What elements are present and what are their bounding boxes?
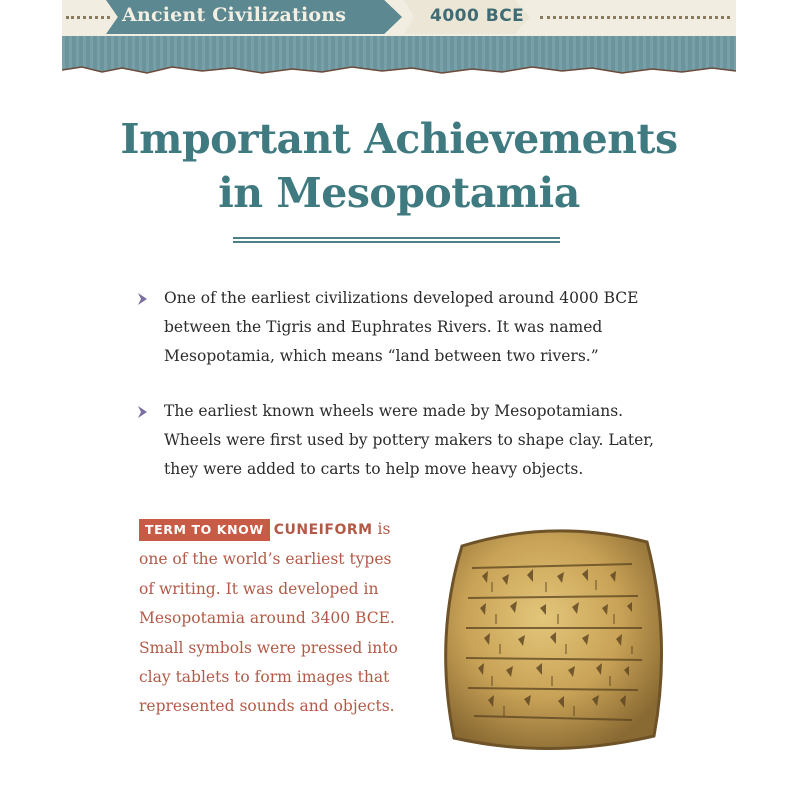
header-banner (62, 0, 736, 76)
section-label: Ancient Civilizations (122, 4, 347, 26)
bullet-1-line-2: between the Tigris and Euphrates Rivers. It was named (164, 318, 603, 336)
term-line-4: Mesopotamia around 3400 BCE. (139, 609, 395, 628)
bullet-1-line-3: Mesopotamia, which means “land between two rivers.” (164, 347, 599, 365)
term-line-7: represented sounds and objects. (139, 697, 395, 716)
term-line-6: clay tablets to form images that (139, 668, 390, 687)
bullet-2-line-1: The earliest known wheels were made by Mesopotamians. (164, 402, 624, 420)
page-title-line-1: Important Achievements (120, 115, 678, 163)
cuneiform-tablet-illustration (432, 518, 672, 758)
term-word: CUNEIFORM (273, 522, 373, 538)
term-line-3: of writing. It was developed in (139, 579, 379, 598)
bullet-arrow-icon (136, 405, 148, 419)
term-line-5: Small symbols were pressed into (139, 638, 398, 657)
term-first-line (139, 515, 409, 545)
title-double-rule (233, 237, 560, 243)
banner-dots-left (66, 16, 110, 19)
term-badge: TERM TO KNOW (139, 519, 270, 541)
bullet-item-1 (142, 284, 702, 371)
bullet-2-line-2: Wheels were first used by pottery makers to shape clay. Later, (164, 431, 654, 449)
term-to-know-box (139, 515, 409, 722)
bullet-1-line-1: One of the earliest civilizations developed around 4000 BCE (164, 289, 639, 307)
term-line-2: one of the world’s earliest types (139, 550, 392, 569)
era-label: 4000 BCE (430, 6, 525, 26)
banner-torn-edge (62, 64, 736, 76)
bullet-2-line-3: they were added to carts to help move heavy objects. (164, 460, 584, 478)
page-title-line-2: in Mesopotamia (218, 169, 580, 217)
term-first-line-rest: is (377, 520, 391, 538)
page-title (62, 112, 736, 220)
bullet-arrow-icon (136, 292, 148, 306)
bullet-item-2 (142, 397, 702, 484)
banner-dots-right (540, 16, 730, 19)
